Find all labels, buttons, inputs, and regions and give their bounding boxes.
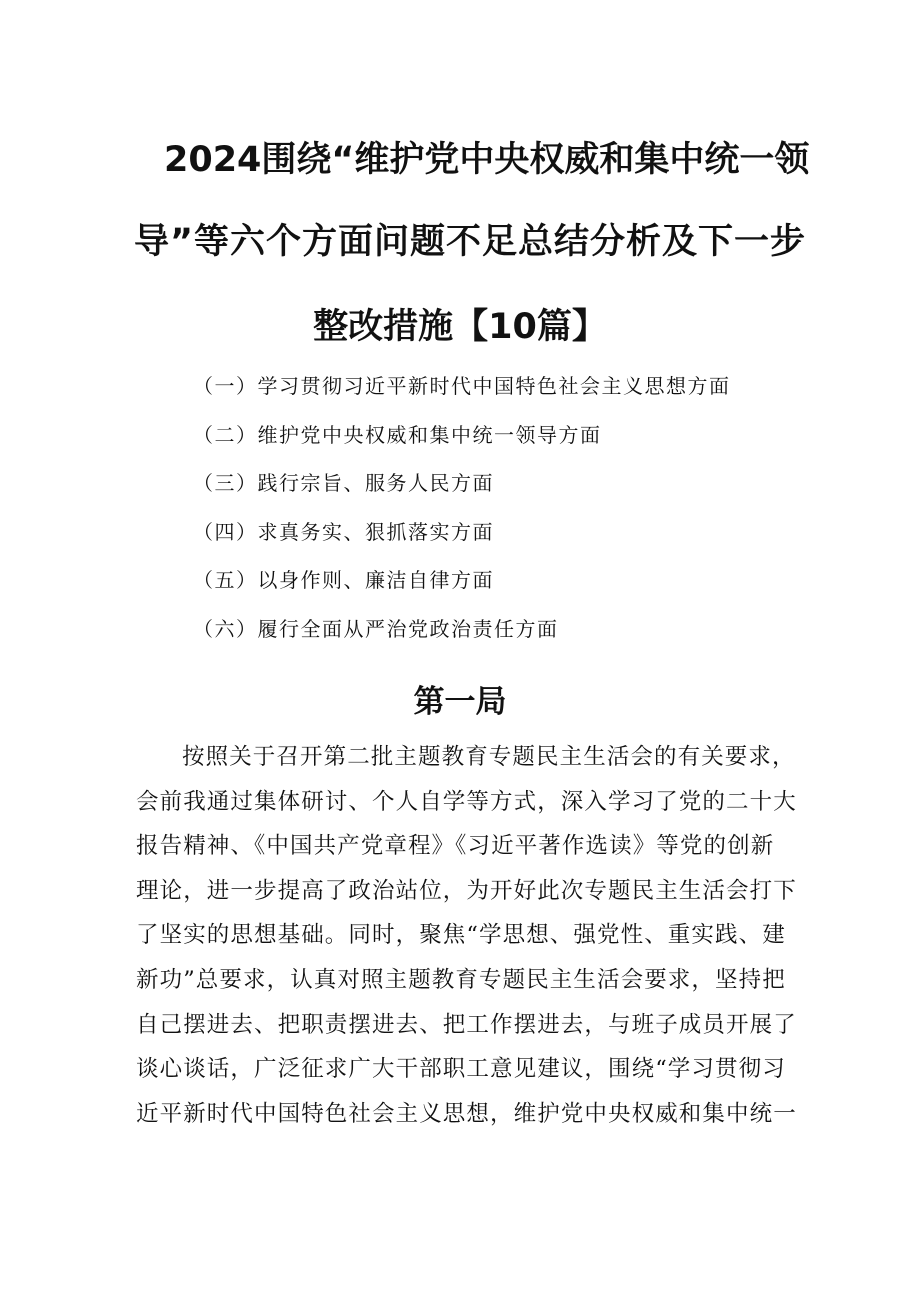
paragraph-line: 报告精神、《中国共产党章程》《习近平著作选读》等党的创新 (136, 833, 775, 860)
section-heading: 第一局 (413, 684, 507, 720)
paragraph-line: 自己摆进去、把职责摆进去、把工作摆进去，与班子成员开展了 (136, 1011, 797, 1038)
toc-item: （三）践行宗旨、服务人民方面 (193, 471, 494, 495)
paragraph-line: 理论，进一步提高了政治站位，为开好此次专题民主生活会打下 (136, 877, 797, 904)
table-of-contents (193, 362, 731, 653)
document-title-line-3: 整改措施【10篇】 (313, 307, 607, 347)
paragraph-line: 新功”总要求，认真对照主题教育专题民主生活会要求，坚持把 (136, 966, 786, 993)
toc-item: （一）学习贯彻习近平新时代中国特色社会主义思想方面 (193, 374, 731, 398)
paragraph-line: 谈心谈话，广泛征求广大干部职工意见建议，围绕“学习贯彻习 (136, 1056, 786, 1083)
document-title-line-2: 导”等六个方面问题不足总结分析及下一步 (134, 222, 807, 262)
toc-item: （二）维护党中央权威和集中统一领导方面 (193, 422, 602, 447)
paragraph-line: 了坚实的思想基础。同时，聚焦“学思想、强党性、重实践、建 (136, 922, 786, 949)
toc-item: （六）履行全面从严治党政治责任方面 (193, 616, 559, 641)
paragraph-line: 近平新时代中国特色社会主义思想，维护党中央权威和集中统一 (136, 1100, 797, 1127)
paragraph-line: 按照关于召开第二批主题教育专题民主生活会的有关要求， (182, 744, 796, 770)
toc-item: （五）以身作则、廉洁自律方面 (193, 568, 494, 592)
paragraph-line: 会前我通过集体研讨、个人自学等方式，深入学习了党的二十大 (136, 788, 797, 815)
toc-item: （四）求真务实、狠抓落实方面 (193, 519, 494, 544)
document-title-line-1: 2024围绕“维护党中央权威和集中统一领 (164, 140, 810, 180)
body-paragraph (136, 735, 796, 1136)
